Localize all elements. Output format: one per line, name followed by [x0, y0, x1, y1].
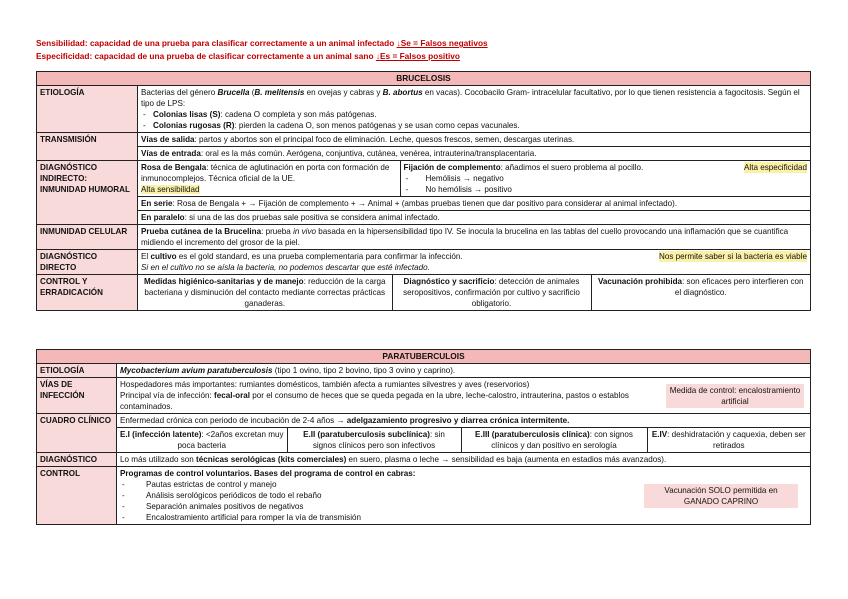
no-hemolisis-positivo: - No hemólisis → positivo: [404, 184, 808, 195]
estadio-2: E.II (paratuberculosis subclínica): sin signos clínicos pero son infectivos: [287, 428, 461, 453]
alta-sensibilidad-highlight: Alta sensibilidad: [141, 185, 200, 194]
vias-infeccion: [117, 378, 811, 414]
paratuberculosis-title: PARATUBERCULOIS: [37, 350, 811, 364]
rosa-bengala: Rosa de Bengala: técnica de aglutinación en porta con formación de inmunocomplejos. Técnica oficial de la UE. Alta sensibilidad: [138, 161, 400, 196]
colonias-rugosas: - Colonias rugosas (R): pierden la cadena O, son menos patógenas y se usan como cepas vacunales.: [141, 120, 807, 131]
en-serie: En serie: Rosa de Bengala + → Fijación de complemento + → Animal + (ambas pruebas tienen que dar positivo para considerar al animal infectado).: [138, 197, 811, 211]
control-measures: [138, 275, 811, 311]
estadio-3: E.III (paratuberculosis clínica): con signos clínicos y dan positivo en serología: [461, 428, 647, 453]
alta-especificidad-highlight: Alta especificidad: [744, 163, 807, 172]
especificidad-def: Especificidad: capacidad de una prueba de clasificar correctamente a un animal sano ↓Es = Falsos positivo: [36, 51, 460, 61]
transmision-label: TRANSMISIÓN: [37, 133, 138, 161]
control-item: - Pautas estrictas de control y manejo: [120, 479, 637, 490]
prueba-cutanea: Prueba cutánea de la Brucelina: prueba in vivo basada en la hipersensibilidad tipo IV. Se inocula la brucelina en las tablas del cuello provocando una inflamación que se cuantifica midiendo el incremento del grosor de la piel.: [138, 225, 811, 250]
hospedadores-text: Hospedadores más importantes: rumiantes domésticos, también afecta a rumiantes silvestres y aves (reservorios) Principal vía de infección: fecal-oral por el consumo de heces que se queda pegada en la ubre, leche-calostro, intrauterina, pastos o establos contaminados.: [120, 380, 629, 411]
estadio-1: E.I (infección latente): <2años excretan muy poca bacteria: [117, 428, 287, 453]
cuadro-clinico: [117, 414, 811, 453]
para-diagnostico-label: DIAGNÓSTICO: [37, 453, 117, 467]
control-programs-heading: Programas de control voluntarios. Bases del programa de control en cabras:: [120, 469, 416, 478]
vacunacion-prohibida: Vacunación prohibida: son eficaces pero interfieren con el diagnóstico.: [597, 277, 804, 297]
diag-indirecto-tests: [138, 161, 811, 197]
cultivo: El cultivo es el gold standard, es una prueba complementaria para confirmar la infección. Nos permite saber si la bacteria es viable Si en el cultivo no se aísla la bacteria, no podemos descartar que esté infectado.: [138, 250, 811, 275]
vacunacion-caprino-box: Vacunación SOLO permitida en GANADO CAPRINO: [644, 484, 798, 508]
colonias-lisas: - Colonias lisas (S): cadena O completa y son más patógenas.: [141, 109, 807, 120]
para-etiologia-label: ETIOLOGÍA: [37, 364, 117, 378]
control-item: - Análisis serológicos periódicos de todo el rebaño: [120, 490, 637, 501]
diagnostico-sacrificio: Diagnóstico y sacrificio: detección de animales seropositivos, confirmación por cultivo y sacrificio obligatorio.: [392, 275, 591, 310]
para-diagnostico: Lo más utilizado son técnicas serológicas (kits comerciales) en suero, plasma o leche → sensibilidad es baja (aumenta en estadios más avanzados).: [117, 453, 811, 467]
viable-highlight: Nos permite saber si la bacteria es viable: [658, 252, 807, 261]
para-etiologia: Mycobacterium avium paratuberculosis (tipo 1 ovino, tipo 2 bovino, tipo 3 ovino y caprino).: [117, 364, 811, 378]
brucelosis-title: BRUCELOSIS: [37, 72, 811, 86]
fijacion-complemento: Fijación de complemento: añadimos el suero problema al pocillo. Alta especificidad - Hemólisis → negativo - No hemólisis → positivo: [400, 161, 810, 196]
paratuberculosis-table: [36, 349, 811, 525]
medidas-higienicas: Medidas higiénico-sanitarias y de manejo: reducción de la carga bacteriana y disminución del contacto mediante correctas prácticas ganaderas.: [138, 275, 392, 310]
estadio-4: E.IV: deshidratación y caquexia, deben ser retirados: [647, 428, 810, 453]
hemolisis-negativo: - Hemólisis → negativo: [404, 173, 808, 184]
diag-indirecto-label: DIAGNÓSTICO INDIRECTO: INMUNIDAD HUMORAL: [37, 161, 138, 225]
definitions: [36, 37, 488, 63]
cuadro-clinico-label: CUADRO CLÍNICO: [37, 414, 117, 453]
control-item: - Separación animales positivos de negativos: [120, 501, 637, 512]
para-control-label: CONTROL: [37, 467, 117, 525]
para-control: [117, 467, 811, 525]
inmunidad-celular-label: INMUNIDAD CELULAR: [37, 225, 138, 250]
vias-infeccion-label: VÍAS DE INFECCIÓN: [37, 378, 117, 414]
vias-entrada: Vías de entrada: oral es la más común. Aerógena, conjuntiva, cutánea, venérea, intrauterina/transplacentaria.: [138, 147, 811, 161]
medida-control-box: Medida de control: encalostramiento artificial: [666, 384, 804, 408]
brucelosis-table: [36, 71, 811, 311]
etiologia-content: Bacterias del género Brucella (B. melitensis en ovejas y cabras y B. abortus en vacas). Cocobacilo Gram- intracelular facultativo, por lo que tienen resistencia a fagocitosis. Según el tipo de LPS: - Colonias lisas (S): cadena O completa y son más patógenas. - Colonias rugosas (R): pierden la cadena O, son menos patógenas y se usan como cepas vacunales.: [138, 86, 811, 133]
vias-salida: Vías de salida: partos y abortos son el principal foco de eliminación. Leche, quesos frescos, semen, descargas uterinas.: [138, 133, 811, 147]
etiologia-label: ETIOLOGÍA: [37, 86, 138, 133]
en-paralelo: En paralelo: si una de las dos pruebas sale positiva se considera animal infectado.: [138, 211, 811, 225]
sensibilidad-def: Sensibilidad: capacidad de una prueba para clasificar correctamente a un animal infectado ↓Se = Falsos negativos: [36, 38, 488, 48]
diag-directo-label: DIAGNÓSTICO DIRECTO: [37, 250, 138, 275]
enfermedad-cronica: Enfermedad crónica con periodo de incubación de 2-4 años → adelgazamiento progresivo y diarrea crónica intermitente.: [120, 416, 570, 425]
control-label: CONTROL Y ERRADICACIÓN: [37, 275, 138, 311]
control-item: - Encalostramiento artificial para romper la vía de transmisión: [120, 512, 637, 523]
